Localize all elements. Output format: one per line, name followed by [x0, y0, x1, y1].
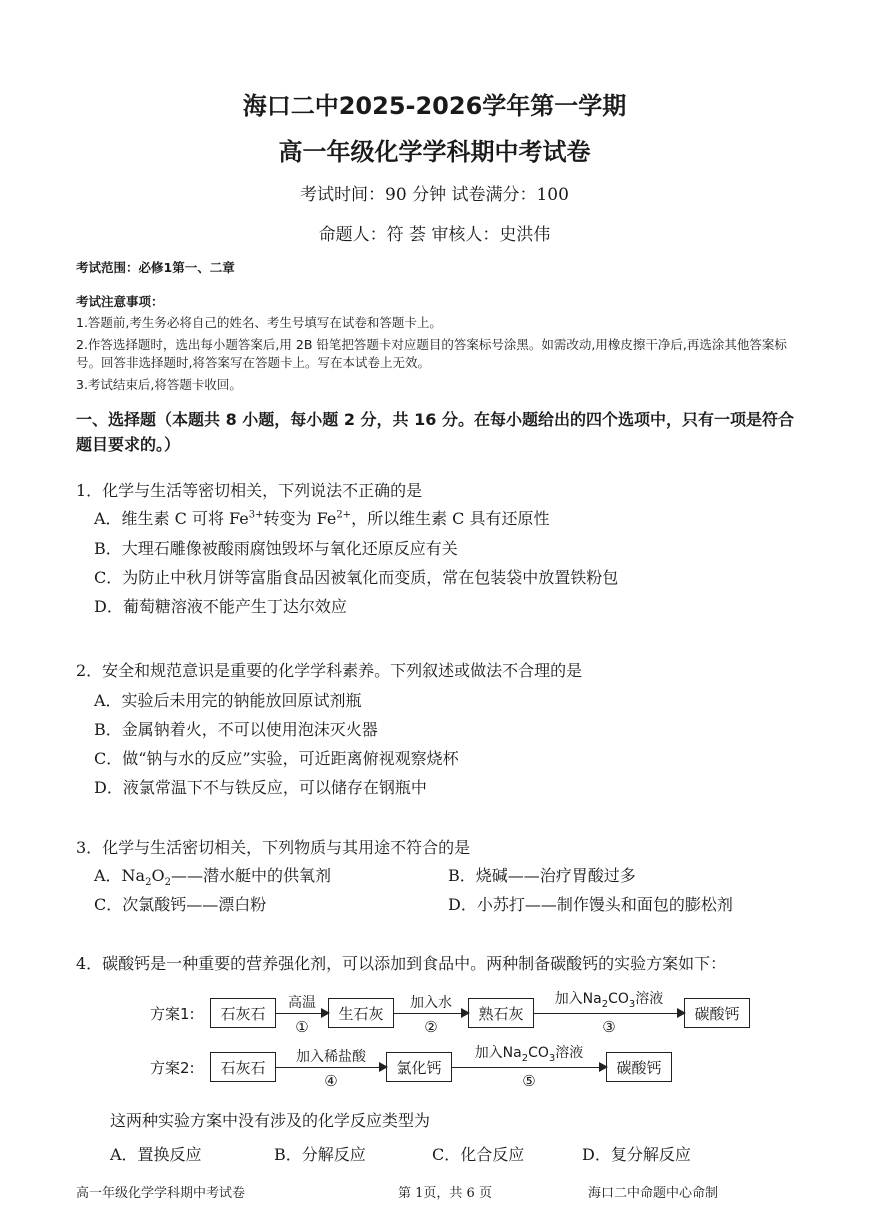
question-1-option-c: C．为防止中秋月饼等富脂食品因被氧化而变质，常在包装袋中放置铁粉包 [94, 568, 619, 587]
question-4-option-b: B．分解反应 [274, 1145, 366, 1164]
question-3-option-d: D．小苏打——制作馒头和面包的膨松剂 [448, 895, 733, 914]
question-1-option-b: B．大理石雕像被酸雨腐蚀毁坏与氧化还原反应有关 [94, 539, 458, 558]
exam-info: 考试时间：90 分钟 试卷满分：100 [300, 185, 569, 205]
notice-item: 1.答题前,考生务必将自己的姓名、考生号填写在试卷和答题卡上。 [76, 315, 442, 330]
question-4-option-a: A．置换反应 [110, 1145, 202, 1164]
step-number: ① [295, 1018, 309, 1036]
section-heading: 一、选择题（本题共 8 小题，每小题 2 分，共 16 分。在每小题给出的四个选项中，只有一项是符合题目要求的。） [76, 410, 794, 454]
plan-1-condition-2: 加入水 [410, 995, 452, 1011]
question-2-option-b: B．金属钠着火，不可以使用泡沫灭火器 [94, 720, 378, 739]
plan-2-label: 方案2: [150, 1059, 195, 1077]
plan-1-step-calcium-carbonate: 碳酸钙 [684, 998, 750, 1028]
arrow-icon [452, 1067, 606, 1068]
question-3-stem: 3．化学与生活密切相关，下列物质与其用途不符合的是 [76, 838, 471, 857]
step-number: ② [424, 1018, 438, 1036]
exam-authors: 命题人：符 荟 审核人：史洪伟 [318, 225, 551, 245]
footer-right: 海口二中命题中心命制 [588, 1186, 719, 1201]
arrow-icon [276, 1013, 328, 1014]
question-2-option-d: D．液氯常温下不与铁反应，可以储存在钢瓶中 [94, 778, 427, 797]
plan-2-step-limestone: 石灰石 [210, 1052, 276, 1082]
step-number: ⑤ [522, 1072, 536, 1090]
question-2-stem: 2．安全和规范意识是重要的化学学科素养。下列叙述或做法不合理的是 [76, 661, 583, 680]
notice-item: 3.考试结束后,将答题卡收回。 [76, 377, 242, 392]
plan-1-label: 方案1: [150, 1005, 195, 1023]
question-1-option-d: D．葡萄糖溶液不能产生丁达尔效应 [94, 597, 347, 616]
plan-1-step-limestone: 石灰石 [210, 998, 276, 1028]
question-1-stem: 1．化学与生活等密切相关，下列说法不正确的是 [76, 481, 423, 500]
exam-scope: 考试范围：必修1第一、二章 [76, 260, 235, 275]
plan-1-condition-3: 加入$Na_2CO_3$溶液 [554, 991, 664, 1010]
question-4-option-d: D．复分解反应 [582, 1145, 691, 1164]
exam-title-line1: 海口二中2025-2026学年第一学期 [242, 92, 627, 120]
plan-1-step-quicklime: 生石灰 [328, 998, 394, 1028]
plan-2-step-calcium-carbonate: 碳酸钙 [606, 1052, 672, 1082]
arrow-icon [276, 1067, 386, 1068]
plan-2-condition-1: 加入稀盐酸 [296, 1049, 366, 1065]
step-number: ④ [324, 1072, 338, 1090]
question-4-prompt: 这两种实验方案中没有涉及的化学反应类型为 [110, 1111, 431, 1130]
question-2-option-c: C．做“钠与水的反应”实验，可近距离俯视观察烧杯 [94, 749, 459, 768]
notice-item: 2.作答选择题时，选出每小题答案后,用 2B 铅笔把答题卡对应题目的答案标号涂黑。如需改动,用橡皮擦干净后,再选涂其他答案标号。回答非选择题时,将答案写在答题卡上。写在本试卷上无效。 [76, 337, 787, 370]
question-3-option-c: C．次氯酸钙——漂白粉 [94, 895, 267, 914]
plan-2-step-calcium-chloride: 氯化钙 [386, 1052, 452, 1082]
step-number: ③ [602, 1018, 616, 1036]
question-1-option-a: A．维生素 C 可将 $Fe^{3+}$转变为 $Fe^{2+}$，所以维生素 C 具有还原性 [94, 509, 550, 528]
plan-1-step-slaked-lime: 熟石灰 [468, 998, 534, 1028]
plan-2-condition-2: 加入$Na_2CO_3$溶液 [474, 1045, 584, 1064]
question-4-stem: 4．碳酸钙是一种重要的营养强化剂，可以添加到食品中。两种制备碳酸钙的实验方案如下： [76, 954, 727, 973]
question-3-option-a: A．$Na_2O_2——$潜水艇中的供氧剂 [94, 866, 331, 889]
exam-title-line2: 高一年级化学学科期中考试卷 [278, 138, 591, 166]
question-4-option-c: C．化合反应 [432, 1145, 525, 1164]
preparation-flow-diagram [150, 990, 770, 1090]
footer-left: 高一年级化学学科期中考试卷 [76, 1186, 246, 1201]
arrow-icon [534, 1013, 684, 1014]
question-3-option-b: B．烧碱——治疗胃酸过多 [448, 866, 636, 885]
question-2-option-a: A．实验后未用完的钠能放回原试剂瓶 [94, 691, 362, 710]
notice-heading: 考试注意事项： [76, 294, 164, 309]
footer-page-number: 第 1页，共 6 页 [398, 1186, 492, 1201]
plan-1-condition-1: 高温 [288, 995, 316, 1011]
arrow-icon [394, 1013, 468, 1014]
